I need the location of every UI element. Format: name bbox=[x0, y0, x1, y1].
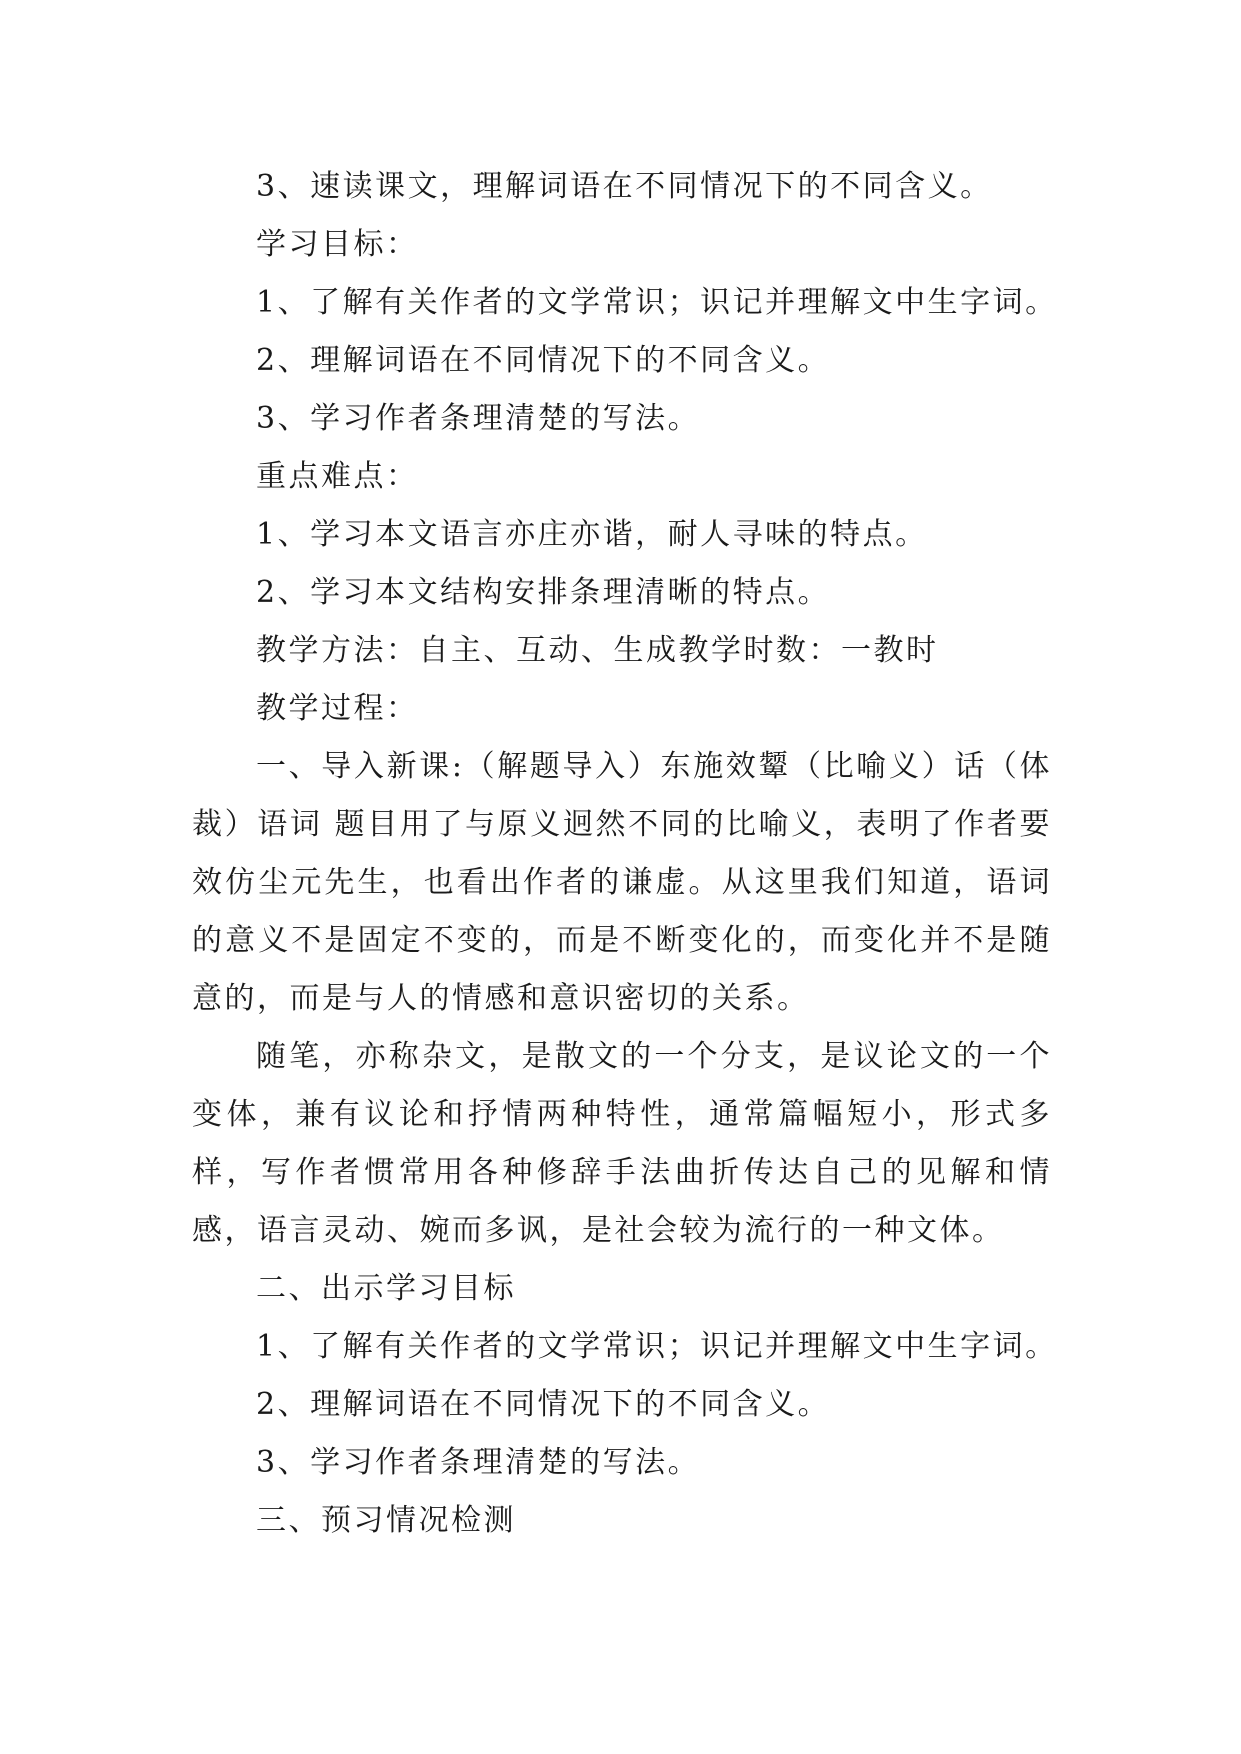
document-body bbox=[192, 158, 1072, 1550]
section-heading: 学习目标： bbox=[256, 227, 419, 262]
text-line: 3、学习作者条理清楚的写法。 bbox=[256, 401, 701, 436]
text-line: 2、理解词语在不同情况下的不同含义。 bbox=[256, 343, 831, 378]
text-line: 2、理解词语在不同情况下的不同含义。 bbox=[256, 1387, 831, 1422]
text-line: 1、了解有关作者的文学常识；识记并理解文中生字词。 bbox=[256, 285, 1058, 320]
text-line: 2、学习本文结构安排条理清晰的特点。 bbox=[256, 575, 831, 610]
paragraph: 一、导入新课:（解题导入）东施效颦（比喻义）话（体裁）语词 题目用了与原义迥然不同的比喻义，表明了作者要效仿尘元先生，也看出作者的谦虚。从这里我们知道，语词的意义不是固定不变的，而是不断变化的，而变化并不是随意的，而是与人的情感和意识密切的关系。 bbox=[192, 749, 1052, 1016]
text-line: 1、了解有关作者的文学常识；识记并理解文中生字词。 bbox=[256, 1329, 1058, 1364]
section-heading: 重点难点： bbox=[256, 459, 419, 494]
text-line: 3、学习作者条理清楚的写法。 bbox=[256, 1445, 701, 1480]
text-line: 教学方法：自主、互动、生成教学时数：一教时 bbox=[256, 633, 939, 668]
section-heading: 教学过程： bbox=[256, 691, 419, 726]
section-heading: 三、预习情况检测 bbox=[256, 1503, 516, 1538]
text-line: 1、学习本文语言亦庄亦谐，耐人寻味的特点。 bbox=[256, 517, 928, 552]
section-heading: 二、出示学习目标 bbox=[256, 1271, 516, 1306]
text-line: 3、速读课文，理解词语在不同情况下的不同含义。 bbox=[256, 169, 993, 204]
paragraph: 随笔，亦称杂文，是散文的一个分支，是议论文的一个变体，兼有议论和抒情两种特性，通常篇幅短小，形式多样，写作者惯常用各种修辞手法曲折传达自己的见解和情感，语言灵动、婉而多讽，是社会较为流行的一种文体。 bbox=[192, 1039, 1052, 1248]
